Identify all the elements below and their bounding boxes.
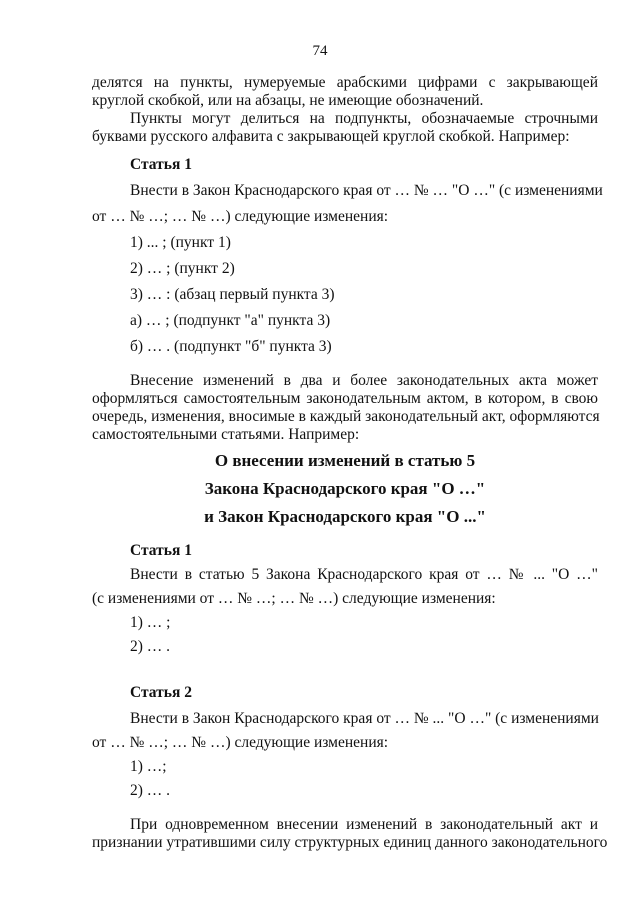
example3-item-1: 1) …; — [130, 758, 167, 775]
example3-item-2: 2) … . — [130, 782, 171, 799]
example1-article-heading: Статья 1 — [130, 156, 192, 173]
example1-line-1: Внести в Закон Краснодарского края от … № … "О …" (с изменениями — [130, 182, 603, 199]
example-title-line-1: О внесении изменений в статью 5 — [214, 451, 476, 470]
intro-line-1: делятся на пункты, нумеруемые арабскими цифрами с закрывающей — [92, 74, 598, 91]
example2-article-heading: Статья 1 — [130, 542, 192, 559]
example1-item-5: б) … . (подпункт "б" пункта 3) — [130, 338, 332, 355]
example1-item-2: 2) … ; (пункт 2) — [130, 260, 235, 277]
example1-line-2: от … № …; … № …) следующие изменения: — [92, 208, 389, 225]
page-number: 74 — [312, 43, 328, 59]
example1-item-3: 3) … : (абзац первый пункта 3) — [130, 286, 335, 303]
example-title-line-3: и Закон Краснодарского края "О ..." — [204, 507, 486, 526]
intro-line-3: Пункты могут делиться на подпункты, обозначаемые строчными — [130, 110, 598, 127]
example2-line-2: (с изменениями от … № …; … № …) следующие изменения: — [92, 590, 496, 607]
example3-article-heading: Статья 2 — [130, 684, 192, 701]
example1-item-1: 1) ... ; (пункт 1) — [130, 234, 231, 251]
example1-item-4: а) … ; (подпункт "а" пункта 3) — [130, 312, 331, 329]
example3-line-1: Внести в Закон Краснодарского края от … № ... "О …" (с изменениями — [130, 710, 599, 727]
example2-item-1: 1) … ; — [130, 614, 171, 631]
para2-line-4: самостоятельными статьями. Например: — [92, 426, 360, 443]
para3-line-1: При одновременном внесении изменений в законодательный акт и — [130, 816, 598, 833]
example-title-line-2: Закона Краснодарского края "О …" — [204, 479, 486, 498]
intro-line-4: буквами русского алфавита с закрывающей круглой скобкой. Например: — [92, 128, 570, 145]
example2-item-2: 2) … . — [130, 638, 171, 655]
para3-line-2: признании утратившими силу структурных единиц данного законодательного — [92, 834, 608, 851]
para2-line-2: оформляться самостоятельным законодательным актом, в котором, в свою — [92, 390, 598, 407]
intro-line-2: круглой скобкой, или на абзацы, не имеющие обозначений. — [92, 92, 484, 109]
example2-line-1: Внести в статью 5 Закона Краснодарского края от … № ... "О …" — [130, 566, 598, 583]
para2-line-1: Внесение изменений в два и более законодательных акта может — [130, 372, 598, 389]
para2-line-3: очередь, изменения, вносимые в каждый законодательный акт, оформляются — [92, 408, 600, 425]
example3-line-2: от … № …; … № …) следующие изменения: — [92, 734, 389, 751]
